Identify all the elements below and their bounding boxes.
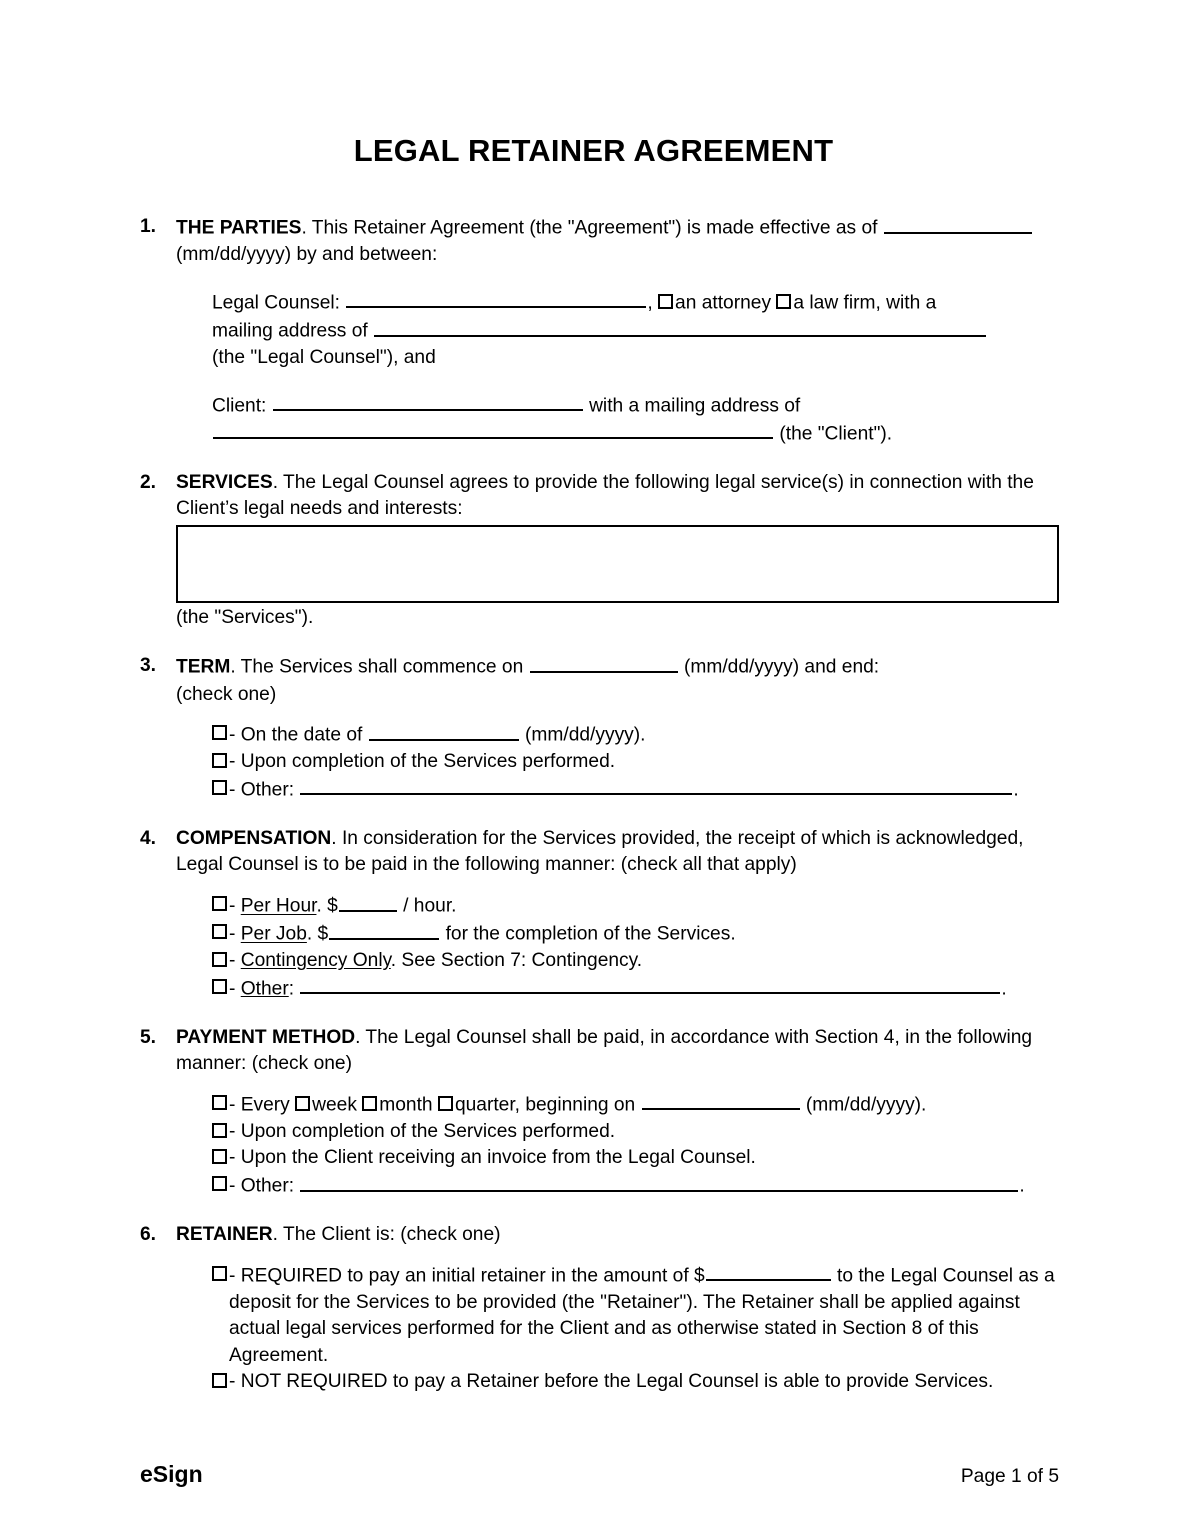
payment-other-label: Other:: [240, 1175, 295, 1197]
term-option-upon-completion-text: [229, 749, 1059, 776]
page-number: Page 1 of 5: [960, 1466, 1059, 1487]
term-on-date-format: (mm/dd/yyyy).: [525, 724, 646, 746]
compensation-option-other[interactable]: [212, 975, 1059, 1003]
counsel-mailing-address-blank[interactable]: [374, 317, 986, 337]
clause-number: 2.: [140, 471, 157, 493]
compensation-other-text: - Other: .: [229, 975, 1059, 1003]
week-label: week: [312, 1094, 357, 1116]
retainer-not-required-label: NOT REQUIRED to pay a Retainer before the Legal Counsel is able to provide Services.: [240, 1371, 994, 1393]
client-block: [212, 392, 1059, 448]
payment-every-text: - Every week month quarter, beginning on (mm/dd/yyyy).: [229, 1091, 1059, 1119]
counsel-defined-term: (the "Legal Counsel"), and: [212, 347, 436, 369]
retainer-required-text: - REQUIRED to pay an initial retainer in the amount of $ to the Legal Counsel as a deposit for the Services to be provided (the "Retainer"). The Retainer shall be applied against actual legal services performed for the Client and as otherwise stated in Section 8 of this Agreement.: [229, 1262, 1059, 1370]
compensation-other-period: .: [1001, 978, 1007, 1000]
retainer-option-required[interactable]: [212, 1262, 1059, 1370]
contingency-text-a: . See Section 7: Contingency.: [390, 950, 643, 972]
clause-compensation: [140, 826, 1059, 1003]
payment-other-blank[interactable]: [300, 1172, 1018, 1192]
checkbox-month[interactable]: [362, 1096, 377, 1111]
payment-upon-invoice-label: Upon the Client receiving an invoice from the Legal Counsel.: [240, 1147, 756, 1169]
compensation-per-hour-text: - Per Hour. $ / hour.: [229, 892, 1059, 920]
page-footer: [140, 1461, 1059, 1488]
term-options: [212, 721, 1059, 804]
compensation-options: [212, 892, 1059, 1003]
compensation-option-per-hour[interactable]: [212, 892, 1059, 920]
retainer-amount-blank[interactable]: [706, 1262, 831, 1282]
clause-term: [140, 653, 1059, 803]
compensation-heading: COMPENSATION: [176, 827, 332, 849]
compensation-intro-text: . In consideration for the Services provided, the receipt of which is acknowledged, Legal Counsel is to be paid in the following manner: (check all that apply): [176, 827, 1024, 876]
clause-the-parties: [140, 214, 1059, 448]
services-intro-text: . The Legal Counsel agrees to provide the following legal service(s) in connection with the Client’s legal needs and interests:: [176, 471, 1034, 520]
term-option-on-date[interactable]: [212, 721, 1059, 749]
client-defined-term: (the "Client").: [779, 423, 893, 445]
checkbox-payment-upon-completion[interactable]: [212, 1123, 227, 1138]
term-intro-b: (mm/dd/yyyy) and end:: [683, 657, 880, 679]
legal-counsel-label: Legal Counsel:: [212, 292, 341, 314]
checkbox-per-job[interactable]: [212, 924, 227, 939]
checkbox-payment-other[interactable]: [212, 1176, 227, 1191]
per-hour-text-b: / hour.: [403, 895, 457, 917]
term-intro: [176, 653, 1059, 681]
clause-number: 4.: [140, 827, 157, 849]
retainer-intro: [176, 1222, 1059, 1249]
dash: -: [229, 724, 236, 746]
term-end-date-blank[interactable]: [369, 721, 519, 741]
month-label: month: [379, 1094, 433, 1116]
client-name-blank[interactable]: [273, 392, 583, 412]
retainer-options: [212, 1262, 1059, 1396]
compensation-other-label: Other: [240, 978, 289, 1000]
checkbox-week[interactable]: [295, 1096, 310, 1111]
per-hour-label: Per Hour: [240, 895, 317, 917]
compensation-contingency-text: - Contingency Only. See Section 7: Contingency.: [229, 950, 643, 972]
payment-method-intro: [176, 1025, 1059, 1078]
effective-date-blank[interactable]: [884, 214, 1032, 234]
services-defined-term: (the "Services").: [176, 606, 314, 628]
clause-number: 3.: [140, 655, 157, 677]
compensation-other-blank[interactable]: [300, 975, 1000, 995]
services-heading: SERVICES: [176, 471, 273, 493]
legal-counsel-block: [212, 289, 1059, 372]
payment-date-format: (mm/dd/yyyy).: [805, 1094, 927, 1116]
clause-payment-method: [140, 1025, 1059, 1200]
compensation-intro: [176, 826, 1059, 879]
legal-counsel-name-blank[interactable]: [346, 289, 646, 309]
clause-number: 6.: [140, 1224, 157, 1246]
payment-upon-completion-text: - Upon completion of the Services performed.: [229, 1120, 616, 1142]
per-hour-rate-blank[interactable]: [339, 892, 397, 912]
contingency-only-label: Contingency Only: [240, 950, 391, 972]
term-on-date-label: On the date of: [240, 724, 363, 746]
compensation-per-job-text: - Per Job. $ for the completion of the Services.: [229, 920, 1059, 948]
term-other-period: .: [1013, 779, 1019, 801]
checkbox-term-upon-completion[interactable]: [212, 753, 227, 768]
term-other-blank[interactable]: [300, 776, 1012, 796]
clause-number: 5.: [140, 1026, 157, 1048]
term-other-label: Other:: [240, 779, 295, 801]
every-label: Every: [240, 1094, 290, 1116]
compensation-option-per-job[interactable]: [212, 920, 1059, 948]
checkbox-compensation-other[interactable]: [212, 979, 227, 994]
parties-intro-a: . This Retainer Agreement (the "Agreement") is made effective as of: [301, 217, 878, 239]
payment-option-upon-invoice[interactable]: [212, 1145, 1059, 1172]
payment-beginning-date-blank[interactable]: [642, 1091, 800, 1111]
per-job-text-b: for the completion of the Services.: [445, 923, 736, 945]
client-label: Client:: [212, 395, 267, 417]
term-option-other-text: [229, 776, 1059, 804]
payment-method-options: [212, 1091, 1059, 1200]
legal-counsel-line: [212, 289, 1059, 317]
parties-heading: THE PARTIES: [176, 217, 302, 239]
clause-retainer: [140, 1222, 1059, 1396]
checkbox-term-other[interactable]: [212, 780, 227, 795]
checkbox-contingency-only[interactable]: [212, 952, 227, 967]
esign-logo: eSign: [140, 1461, 203, 1487]
per-job-text-a: . $: [306, 923, 329, 945]
client-mailing-address-blank[interactable]: [213, 420, 773, 440]
dash: -: [229, 779, 236, 801]
checkbox-an-attorney[interactable]: [658, 294, 673, 309]
checkbox-term-on-date[interactable]: [212, 725, 227, 740]
compensation-option-contingency[interactable]: [212, 948, 1059, 975]
checkbox-retainer-required[interactable]: [212, 1266, 227, 1281]
clause-services: [140, 470, 1059, 632]
client-address-line: [212, 420, 1059, 448]
document-body: [0, 214, 1187, 1396]
retainer-heading: RETAINER: [176, 1224, 273, 1246]
dash: -: [229, 751, 236, 773]
checkbox-payment-every[interactable]: [212, 1095, 227, 1110]
retainer-required-b: to the Legal Counsel as a deposit for the Services to be provided (the "Retainer"). The Retainer shall be applied against actual legal services performed for the Client and as otherwise stated in Section 8 of this Agreement.: [229, 1265, 1055, 1366]
a-law-firm-label: a law firm, with a: [793, 292, 937, 314]
payment-upon-invoice-text: - Upon the Client receiving an invoice from the Legal Counsel.: [229, 1147, 756, 1169]
term-option-other[interactable]: [212, 776, 1059, 804]
retainer-not-required-text: - NOT REQUIRED to pay a Retainer before the Legal Counsel is able to provide Services.: [229, 1371, 994, 1393]
checkbox-quarter[interactable]: [438, 1096, 453, 1111]
clause-number: 1.: [140, 216, 157, 238]
counsel-comma: ,: [647, 292, 653, 314]
per-job-label: Per Job: [240, 923, 307, 945]
checkbox-payment-upon-invoice[interactable]: [212, 1149, 227, 1164]
counsel-mailing-label: mailing address of: [212, 320, 368, 342]
term-check-instruction: (check one): [176, 683, 277, 705]
payment-other-text: - Other: .: [229, 1172, 1059, 1200]
checkbox-per-hour[interactable]: [212, 896, 227, 911]
payment-upon-completion-label: Upon completion of the Services performed.: [240, 1120, 616, 1142]
term-upon-completion-label: Upon completion of the Services performed.: [240, 751, 616, 773]
term-intro-a: . The Services shall commence on: [230, 657, 524, 679]
parties-intro: [176, 214, 1059, 269]
services-intro: [176, 470, 1059, 523]
payment-method-heading: PAYMENT METHOD: [176, 1026, 356, 1048]
retainer-option-not-required[interactable]: [212, 1369, 1059, 1396]
an-attorney-label: an attorney: [675, 292, 772, 314]
compensation-other-colon: :: [288, 978, 295, 1000]
payment-option-other[interactable]: [212, 1172, 1059, 1200]
term-heading: TERM: [176, 657, 231, 679]
term-commence-date-blank[interactable]: [530, 653, 678, 673]
page-title: LEGAL RETAINER AGREEMENT: [353, 133, 834, 168]
checkbox-a-law-firm[interactable]: [776, 294, 791, 309]
payment-method-intro-text: . The Legal Counsel shall be paid, in accordance with Section 4, in the following manner: (check one): [176, 1026, 1033, 1075]
retainer-required-a: REQUIRED to pay an initial retainer in the amount of $: [240, 1265, 705, 1287]
client-line: [212, 392, 1059, 420]
checkbox-retainer-not-required[interactable]: [212, 1373, 227, 1388]
payment-option-upon-completion[interactable]: [212, 1119, 1059, 1146]
retainer-intro-text: . The Client is: (check one): [272, 1224, 501, 1246]
parties-intro-b: (mm/dd/yyyy) by and between:: [176, 244, 438, 266]
per-hour-text-a: . $: [316, 895, 338, 917]
services-description-textarea[interactable]: [176, 525, 1059, 603]
term-option-upon-completion[interactable]: [212, 749, 1059, 776]
client-mailing-label: with a mailing address of: [589, 395, 801, 417]
payment-option-every[interactable]: [212, 1091, 1059, 1119]
counsel-mailing-line: [212, 317, 1059, 345]
quarter-label: quarter, beginning on: [454, 1094, 636, 1116]
term-option-on-date-text: [229, 721, 1059, 749]
payment-other-period: .: [1019, 1175, 1025, 1197]
per-job-amount-blank[interactable]: [329, 920, 439, 940]
